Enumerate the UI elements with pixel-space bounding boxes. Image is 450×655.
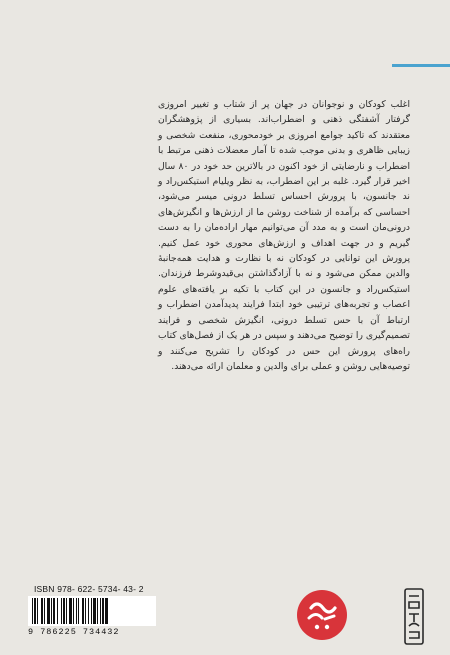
barcode-bar [53,598,55,624]
barcode-bar [78,598,79,624]
barcode-bar [44,598,45,624]
barcode-digits: 9 786225 734432 [28,627,120,637]
publisher-logo-icon [295,588,349,642]
barcode-bar [69,598,72,624]
accent-bar [392,64,450,67]
barcode-bar [100,598,101,624]
blurb-text: اغلب کودکان و نوجوانان در جهان پر از شتاب و تغییر امروزی گرفتار آشفتگی ذهنی و اضطراب‌اند. بسیاری از پژوهشگران معتقدند که تاکید جوامع امروزی بر خودمحوری، منفعت شخصی و زیبایی ظاهری و بدنی موجب شده تا آمار معضلات ذهنی مرتبط با اضطراب و نارضایتی از خود اکنون در بالاترین حد خود در ۸۰ سال اخیر قرار گیرد. غلبه بر این اضطراب، به نظر ویلیام استیکس‌راد و ند جانسون، با پرورش احساس تسلط درونی میسر می‌شود، احساسی که برآمده از شناخت روشن ما از ارزش‌ها و انگیزش‌های درونی‌مان است و به مدد آن می‌توانیم مهار اراده‌مان را به دست گیریم و در جهت اهداف و ارزش‌های محوری خود عمل کنیم. پرورش این توانایی در کودکان نه با نظارت و هدایت همه‌جانبهٔ والدین ممکن می‌شود و نه با آزادگذاشتن بی‌قیدوشرط فرزندان. استیکس‌راد و جانسون در این کتاب با تکیه بر یافته‌های علوم اعصاب و تجربه‌های ترتیبی خود ابتدا فرایند پدیدآمدن اضطراب و ارتباط آن با حس تسلط درونی، انگیزش شخصی و فرایند تصمیم‌گیری را توضیح می‌دهند و سپس در هر یک از فصل‌های کتاب راه‌های پرورش این حس در کودکان را تشریح می‌کنند و توصیه‌هایی روشن و عملی برای والدین و معلمان ارائه می‌دهند. [158,99,410,372]
barcode-bar [88,598,89,624]
barcode-bar [37,598,38,624]
barcode-bar [91,598,92,624]
barcode-bar [82,598,84,624]
barcode-bar [47,598,50,624]
barcode-bar [76,598,77,624]
barcode-bar [41,598,43,624]
barcode-bar [34,598,36,624]
barcode-bar [32,598,33,624]
barcode-bar [97,598,98,624]
isbn-block [28,584,156,637]
publisher-wordmark-icon [403,588,425,645]
barcode-bar [57,598,58,624]
barcode-bar [66,598,67,624]
book-blurb [158,97,410,374]
barcode-bar [102,598,104,624]
barcode [28,596,156,626]
isbn-label: ISBN 978- 622- 5734- 43- 2 [34,584,144,594]
barcode-bar [73,598,74,624]
barcode-bar [51,598,52,624]
barcode-bar [93,598,96,624]
barcode-bar [63,598,65,624]
barcode-bar [105,598,108,624]
barcode-bar [61,598,62,624]
barcode-bar [85,598,86,624]
